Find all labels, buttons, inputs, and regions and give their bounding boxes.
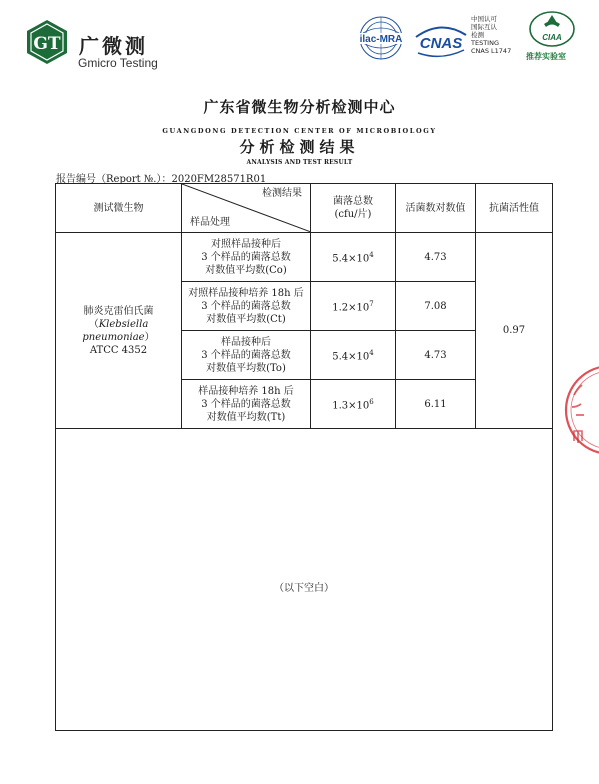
header-colony-count-line1: 菌落总数 (333, 196, 373, 207)
cnas-text-line: 检测 (471, 31, 484, 39)
colony-count-cell: $1.2\times 10^7$ (311, 282, 396, 331)
gt-logo-text: GT (33, 34, 61, 54)
organization-title-en: GUANGDONG DETECTION CENTER OF MICROBIOLOGY (162, 127, 437, 135)
cnas-accreditation-text (471, 15, 511, 55)
header-microbe: 测试微生物 (56, 184, 182, 233)
organization-title-cn: 广东省微生物分析检测中心 (203, 98, 396, 116)
brand-name-cn: 广微测 (79, 34, 148, 58)
report-title-en: ANALYSIS AND TEST RESULT (246, 159, 353, 166)
header-diagonal-cell (182, 184, 311, 233)
table-row (56, 233, 553, 282)
microbe-cell (56, 233, 182, 429)
cnas-text-line: TESTING (471, 39, 499, 47)
table-header-row (56, 184, 553, 233)
microbe-name-cn: 肺炎克雷伯氏菌 (83, 305, 154, 317)
report-title-cn: 分析检测结果 (239, 138, 360, 156)
treatment-cell: 对照样品接种培养 18h 后 3 个样品的菌落总数 对数值平均数(Ct) (182, 282, 311, 331)
colony-count-cell: $5.4\times 10^4$ (311, 233, 396, 282)
header-test-result: 检测结果 (262, 188, 302, 199)
log-value-cell: 4.73 (396, 233, 476, 282)
log-value-cell: 4.73 (396, 331, 476, 380)
ilac-mra-logo-icon (351, 15, 411, 65)
header-antibacterial-activity: 抗菌活性值 (476, 184, 553, 233)
ilac-mra-label: ilac-MRA (359, 34, 403, 45)
brand-name-en: Gmicro Testing (78, 56, 158, 70)
microbe-name-latin: （Klebsiella pneumoniae） (82, 318, 155, 343)
gt-logo-icon (24, 19, 70, 65)
header-colony-count (311, 184, 396, 233)
blank-note-row (56, 429, 553, 731)
antibacterial-activity-value: 0.97 (476, 233, 553, 429)
log-value-cell: 6.11 (396, 380, 476, 429)
cnas-label: CNAS (419, 35, 463, 52)
ciaa-logo-icon (528, 10, 576, 48)
microbe-strain: ATCC 4352 (89, 344, 148, 356)
colony-count-cell: $1.3\times 10^6$ (311, 380, 396, 429)
treatment-cell: 样品接种后 3 个样品的菌落总数 对数值平均数(To) (182, 331, 311, 380)
treatment-cell: 对照样品接种后 3 个样品的菌落总数 对数值平均数(Co) (182, 233, 311, 282)
cnas-text-line: 国际互认 (471, 23, 497, 31)
cnas-text-line: CNAS L1747 (471, 47, 512, 55)
results-table (55, 183, 553, 731)
ciaa-caption: 推荐实验室 (526, 52, 566, 61)
ciaa-label: CIAA (542, 33, 562, 42)
header-sample-treatment: 样品处理 (190, 217, 230, 228)
red-seal-icon (560, 355, 599, 465)
header-colony-count-line2: (cfu/片) (334, 209, 372, 220)
header-log-value: 活菌数对数值 (396, 184, 476, 233)
colony-count-cell: $5.4\times 10^4$ (311, 331, 396, 380)
blank-note: （以下空白） (56, 429, 553, 731)
report-number: 报告编号（Report №.）：2020FM28571R01 (56, 174, 267, 185)
treatment-cell: 样品接种培养 18h 后 3 个样品的菌落总数 对数值平均数(Tt) (182, 380, 311, 429)
log-value-cell: 7.08 (396, 282, 476, 331)
cnas-text-line: 中国认可 (471, 15, 497, 23)
cnas-logo-icon (412, 23, 470, 59)
